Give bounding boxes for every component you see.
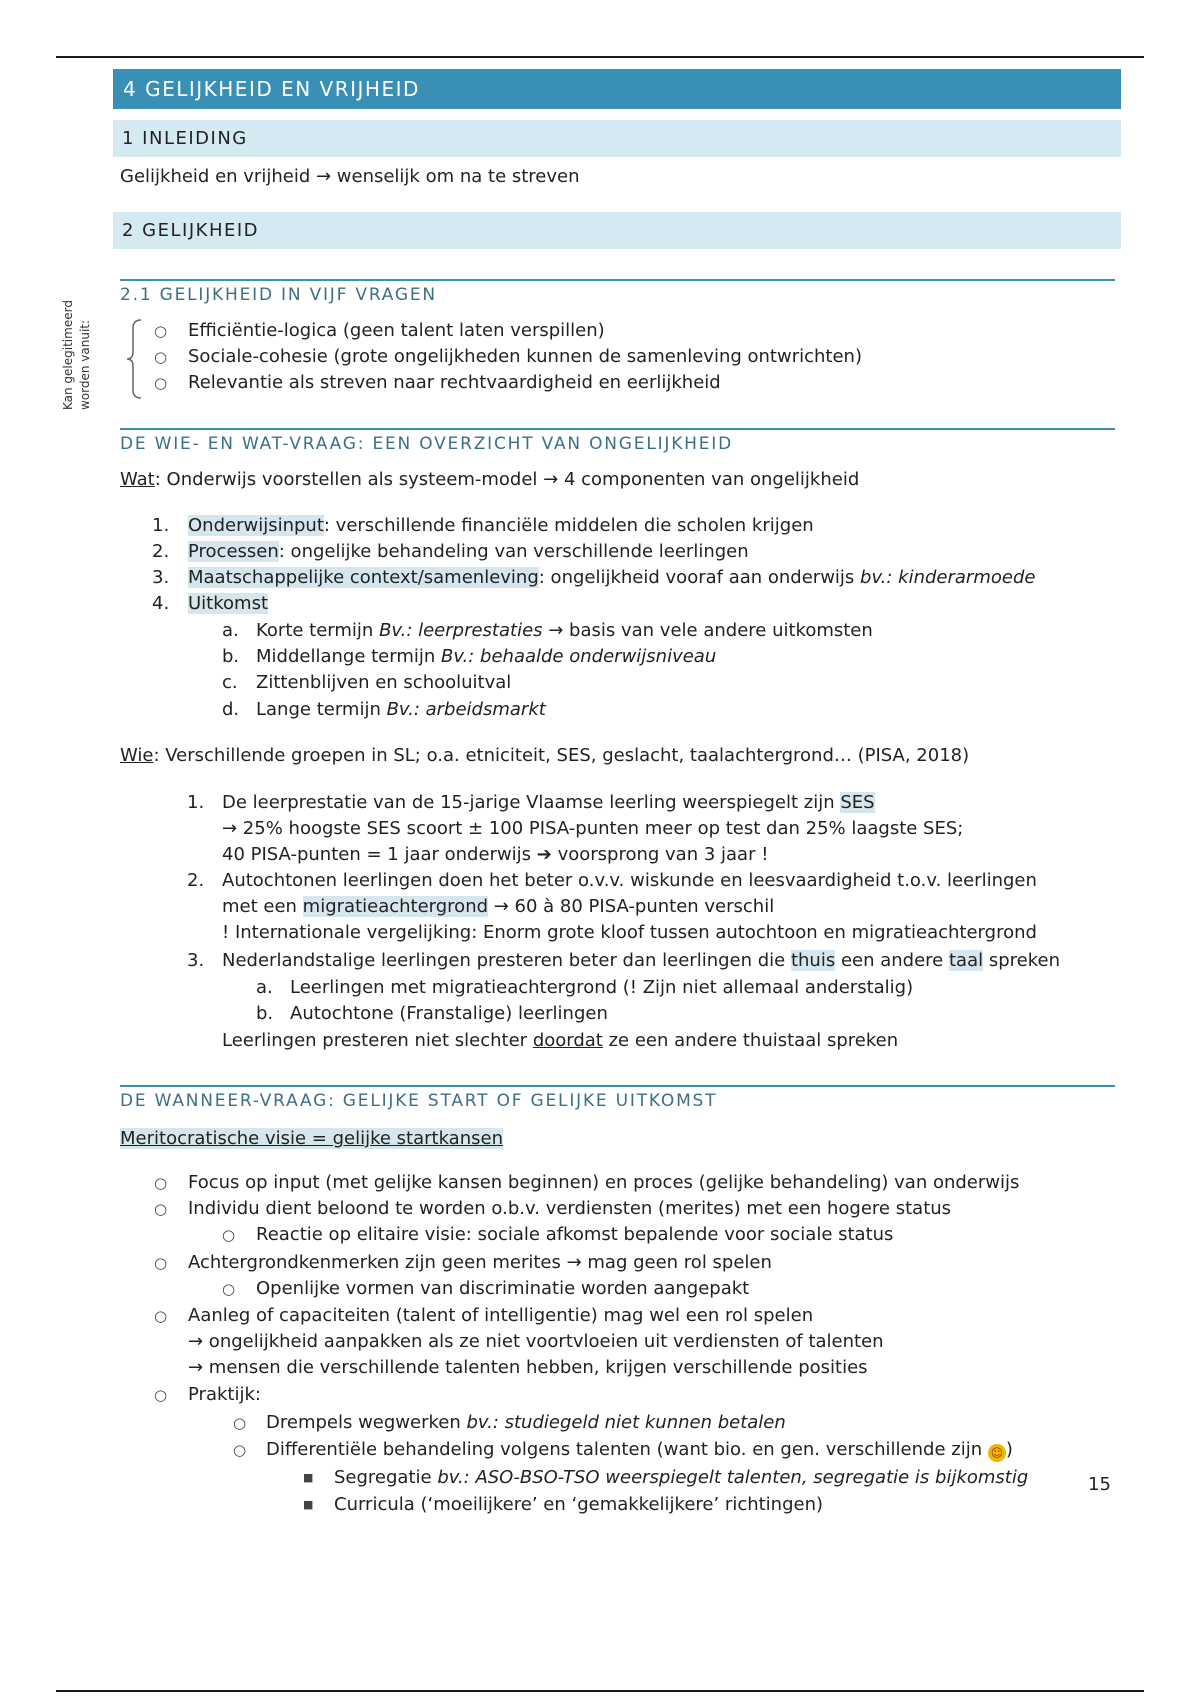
component-item: [188, 591, 268, 617]
wie-item-1-line2: → 25% hoogste SES scoort ± 100 PISA-punten meer op test dan 25% laagste SES;: [222, 818, 964, 839]
component-term: Maatschappelijke context/samenleving: [188, 567, 539, 588]
list-number: 2.: [187, 870, 205, 891]
wie-item-2-line3: ! Internationale vergelijking: Enorm grote kloof tussen autochtoon en migratieachtergrond: [222, 922, 1037, 943]
wie-text: : Verschillende groepen in SL; o.a. etniciteit, SES, geslacht, taalachtergrond… (PISA, 2018): [153, 745, 970, 766]
meritocratic-subitem: Reactie op elitaire visie: sociale afkomst bepalende voor sociale status: [256, 1224, 894, 1245]
section-heading-gelijkheid: 2 GELIJKHEID: [113, 212, 1121, 249]
meritocratic-item: Focus op input (met gelijke kansen beginnen) en proces (gelijke behandeling) van onderwijs: [188, 1172, 1020, 1193]
wie-item-1-line3: 40 PISA-punten = 1 jaar onderwijs ➔ voorsprong van 3 jaar !: [222, 844, 769, 865]
wie-line: [120, 743, 969, 769]
sub-letter: d.: [222, 699, 240, 720]
page-number: 15: [1088, 1474, 1111, 1495]
practice-subitem: Segregatie bv.: ASO-BSO-TSO weerspiegelt talenten, segregatie is bijkomstig: [334, 1467, 1029, 1488]
side-label: [60, 300, 94, 410]
list-number: 3.: [152, 567, 170, 588]
bullet-icon: ○: [154, 1174, 168, 1192]
wat-line: [120, 467, 859, 493]
component-term: Uitkomst: [188, 593, 268, 614]
bullet-icon: ○: [154, 1307, 168, 1325]
list-number: 2.: [152, 541, 170, 562]
component-term: Onderwijsinput: [188, 515, 324, 536]
subsection-heading-wie-wat: DE WIE- EN WAT-VRAAG: EEN OVERZICHT VAN ONGELIJKHEID: [120, 428, 1115, 454]
chapter-heading: 4 GELIJKHEID EN VRIJHEID: [113, 69, 1121, 109]
section-heading-inleiding: 1 INLEIDING: [113, 120, 1121, 157]
sub-letter: a.: [256, 977, 273, 998]
meritocratic-item-line3: → mensen die verschillende talenten hebben, krijgen verschillende posities: [188, 1357, 868, 1378]
wie-item-2: Autochtonen leerlingen doen het beter o.v.v. wiskunde en leesvaardigheid t.o.v. leerlingen: [222, 870, 1037, 891]
wie-item-3-note: Leerlingen presteren niet slechter doordat ze een andere thuistaal spreken: [222, 1030, 899, 1051]
side-label-line1: Kan gelegitimeerd: [61, 300, 75, 410]
component-term: Processen: [188, 541, 279, 562]
bullet-icon: ○: [154, 1386, 168, 1404]
sub-letter: b.: [256, 1003, 274, 1024]
legitimation-item: Efficiëntie-logica (geen talent laten verspillen): [188, 320, 605, 341]
bullet-icon: ○: [222, 1280, 236, 1298]
uitkomst-item: Lange termijn Bv.: arbeidsmarkt: [256, 699, 546, 720]
practice-item: Drempels wegwerken bv.: studiegeld niet kunnen betalen: [266, 1412, 786, 1433]
list-number: 1.: [152, 515, 170, 536]
bullet-icon: ○: [154, 322, 168, 340]
meritocratic-subtitle: Meritocratische visie = gelijke startkansen: [120, 1128, 503, 1149]
meritocratic-item: Praktijk:: [188, 1384, 261, 1405]
wie-item-2-line2: met een migratieachtergrond → 60 à 80 PISA-punten verschil: [222, 896, 775, 917]
brace-icon: [127, 318, 147, 400]
inleiding-text: Gelijkheid en vrijheid → wenselijk om na te streven: [120, 166, 580, 187]
wie-label: Wie: [120, 745, 154, 766]
wat-text: : Onderwijs voorstellen als systeem-model → 4 componenten van ongelijkheid: [154, 469, 860, 490]
sub-letter: b.: [222, 646, 240, 667]
square-bullet-icon: ■: [303, 1471, 314, 1484]
list-number: 4.: [152, 593, 170, 614]
sub-letter: a.: [222, 620, 239, 641]
meritocratic-item: Individu dient beloond te worden o.b.v. verdiensten (merites) met een hogere status: [188, 1198, 952, 1219]
legitimation-item: Relevantie als streven naar rechtvaardigheid en eerlijkheid: [188, 372, 721, 393]
bullet-icon: ○: [222, 1226, 236, 1244]
sub-letter: c.: [222, 672, 238, 693]
practice-subitem: Curricula (‘moeilijkere’ en ‘gemakkelijkere’ richtingen): [334, 1494, 824, 1515]
uitkomst-item: Middellange termijn Bv.: behaalde onderwijsniveau: [256, 646, 717, 667]
wie-item-3-sub: Leerlingen met migratieachtergrond (! Zijn niet allemaal anderstalig): [290, 977, 914, 998]
meritocratic-item: Aanleg of capaciteiten (talent of intelligentie) mag wel een rol spelen: [188, 1305, 814, 1326]
bullet-icon: ○: [233, 1441, 247, 1459]
top-rule: [56, 56, 1144, 58]
legitimation-item: Sociale-cohesie (grote ongelijkheden kunnen de samenleving ontwrichten): [188, 346, 862, 367]
component-item: Processen: ongelijke behandeling van verschillende leerlingen: [188, 541, 749, 562]
uitkomst-item: Korte termijn Bv.: leerprestaties → basis van vele andere uitkomsten: [256, 620, 873, 641]
bottom-rule: [56, 1690, 1144, 1692]
practice-item: Differentiële behandeling volgens talenten (want bio. en gen. verschillende zijn ☺ ): [266, 1439, 1013, 1460]
component-item: Maatschappelijke context/samenleving: ongelijkheid vooraf aan onderwijs bv.: kinderarmoede: [188, 567, 1036, 588]
wie-item-3: Nederlandstalige leerlingen presteren beter dan leerlingen die thuis een andere taal spreken: [222, 950, 1060, 971]
subsection-heading-vijf-vragen: 2.1 GELIJKHEID IN VIJF VRAGEN: [120, 279, 1115, 305]
subsection-heading-wanneer: DE WANNEER-VRAAG: GELIJKE START OF GELIJKE UITKOMST: [120, 1085, 1115, 1111]
bullet-icon: ○: [233, 1414, 247, 1432]
component-item: Onderwijsinput: verschillende financiële middelen die scholen krijgen: [188, 515, 814, 536]
meritocratic-subitem: Openlijke vormen van discriminatie worden aangepakt: [256, 1278, 750, 1299]
side-label-line2: worden vanuit:: [78, 319, 92, 410]
smiley-icon: ☺: [988, 1444, 1006, 1462]
meritocratic-item-line2: → ongelijkheid aanpakken als ze niet voortvloeien uit verdiensten of talenten: [188, 1331, 884, 1352]
uitkomst-item: Zittenblijven en schooluitval: [256, 672, 512, 693]
bullet-icon: ○: [154, 1200, 168, 1218]
wie-item-1: De leerprestatie van de 15-jarige Vlaamse leerling weerspiegelt zijn SES: [222, 792, 875, 813]
meritocratic-item: Achtergrondkenmerken zijn geen merites → mag geen rol spelen: [188, 1252, 772, 1273]
square-bullet-icon: ■: [303, 1498, 314, 1511]
bullet-icon: ○: [154, 374, 168, 392]
list-number: 1.: [187, 792, 205, 813]
list-number: 3.: [187, 950, 205, 971]
bullet-icon: ○: [154, 1254, 168, 1272]
wie-item-3-sub: Autochtone (Franstalige) leerlingen: [290, 1003, 608, 1024]
wat-label: Wat: [120, 469, 155, 490]
bullet-icon: ○: [154, 348, 168, 366]
